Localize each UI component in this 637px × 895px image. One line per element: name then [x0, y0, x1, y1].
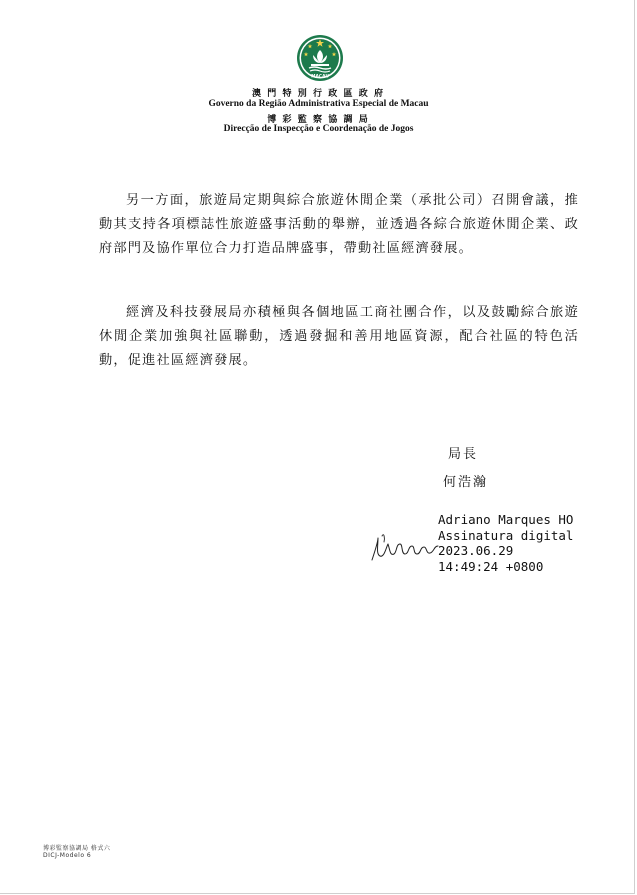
- header-bureau-portuguese: Direcção de Inspecção e Coordenação de Jogos: [223, 124, 414, 134]
- header-government-chinese: 澳 門 特 別 行 政 區 政 府: [251, 88, 385, 98]
- digital-signature-date: 2023.06.29: [438, 543, 514, 558]
- signatory-title: 局長: [448, 447, 479, 462]
- digital-signature-block: [438, 512, 573, 574]
- footer-form-name: 博彩監察協調局 格式六: [43, 845, 111, 852]
- signatory-name: 何浩瀚: [443, 475, 489, 490]
- handwritten-signature-icon: [368, 526, 442, 566]
- digital-signature-time: 14:49:24 +0800: [438, 558, 544, 574]
- digital-signature-label: Assinatura digital: [438, 527, 574, 543]
- body-paragraph-2: 經濟及科技發展局亦積極與各個地區工商社團合作，以及鼓勵綜合旅遊休閒企業加強與社區聯動，透過發掘和善用地區資源，配合社區的特色活動，促進社區經濟發展。: [99, 305, 579, 368]
- body-paragraph-1: 另一方面，旅遊局定期與綜合旅遊休閒企業（承批公司）召開會議，推動其支持各項標誌性旅遊盛事活動的舉辦，並透過各綜合旅遊休閒企業、政府部門及協作單位合力打造品牌盛事，帶動社區經濟發展。: [99, 193, 579, 256]
- header-government-portuguese: Governo da Região Administrativa Especial de Macau: [208, 99, 429, 109]
- macau-emblem-icon: [296, 34, 344, 82]
- header-bureau-chinese: 博 彩 監 察 協 調 局: [267, 114, 370, 124]
- footer-form-code: DICJ-Modelo 6: [43, 852, 92, 859]
- emblem-label: MACAU: [311, 74, 329, 80]
- digital-signature-signer: Adriano Marques HO: [438, 512, 574, 527]
